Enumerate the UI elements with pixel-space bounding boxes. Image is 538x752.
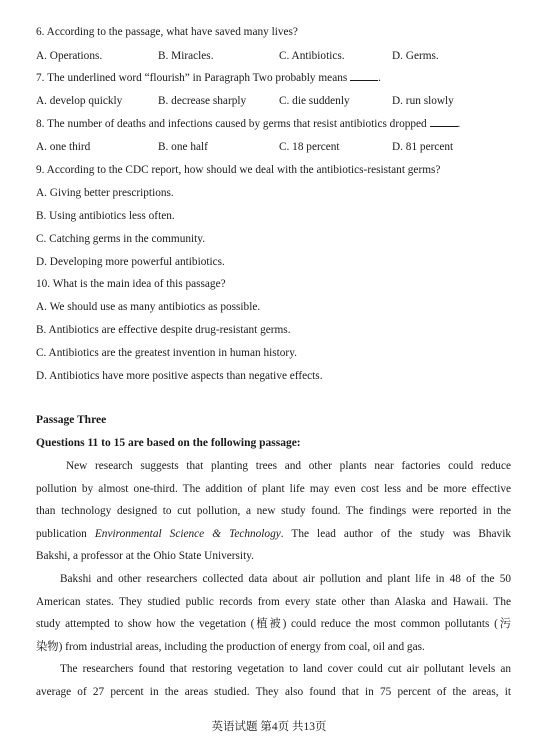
question-10-option-b: B. Antibiotics are effective despite drug-resistant germs.: [36, 324, 291, 336]
passage-paragraph-2: [36, 568, 511, 658]
question-9-option-d: D. Developing more powerful antibiotics.: [36, 256, 225, 268]
paragraph-text: publication: [36, 527, 95, 540]
answer-blank: [350, 72, 378, 81]
question-6-option-a: A. Operations.: [36, 50, 103, 62]
publication-title: Environmental Science & Technology: [94, 527, 281, 540]
passage-title: Passage Three: [36, 414, 107, 426]
paragraph-line: American states. They studied public records from every state other than Alaska and Hawaii. The: [36, 595, 511, 608]
paragraph-line: Bakshi and other researchers collected data about air pollution and plant life in 48 of the 50: [60, 573, 511, 585]
question-9-option-c: C. Catching germs in the community.: [36, 233, 206, 245]
paragraph-line: The researchers found that restoring vegetation to land cover could cut air pollutant levels an: [60, 663, 511, 675]
question-7-option-d: D. run slowly: [392, 95, 454, 107]
paragraph-text: . The lead author of the study was Bhavik: [280, 527, 511, 540]
question-6-option-b: B. Miracles.: [158, 50, 214, 62]
question-9-option-b: B. Using antibiotics less often.: [36, 210, 175, 222]
question-7-option-c: C. die suddenly: [279, 95, 350, 107]
passage-paragraph-3: [36, 658, 511, 703]
paragraph-line: [36, 523, 511, 546]
question-10-option-d: D. Antibiotics have more positive aspects than negative effects.: [36, 370, 323, 382]
question-7-option-b: B. decrease sharply: [158, 95, 247, 107]
question-8-option-d: D. 81 percent: [392, 141, 454, 153]
question-10-option-c: C. Antibiotics are the greatest invention in human history.: [36, 347, 297, 359]
question-7-text: 7. The underlined word “flourish” in Paragraph Two probably means: [36, 72, 348, 84]
question-8-text: 8. The number of deaths and infections caused by germs that resist antibiotics dropped: [36, 118, 427, 130]
question-7-stem: 7. The underlined word “flourish” in Paragraph Two probably means .: [36, 72, 381, 84]
question-8-option-b: B. one half: [158, 141, 208, 153]
paragraph-line: pollution by almost one-third. The addition of plant life may even cost less and be more effective: [36, 482, 511, 495]
paragraph-line: Bakshi, a professor at the Ohio State University.: [36, 550, 254, 563]
question-6-stem: 6. According to the passage, what have saved many lives?: [36, 26, 298, 38]
question-8-option-c: C. 18 percent: [279, 141, 340, 153]
question-10-stem: 10. What is the main idea of this passage?: [36, 278, 226, 290]
question-6-option-c: C. Antibiotics.: [279, 50, 345, 62]
question-6-option-d: D. Germs.: [392, 50, 439, 62]
question-8-option-a: A. one third: [36, 141, 91, 153]
passage-instruction: Questions 11 to 15 are based on the following passage:: [36, 437, 301, 449]
page-footer: 英语试题 第4页 共13页: [211, 721, 327, 733]
paragraph-line: average of 27 percent in the areas studied. They also found that in 75 percent of the areas, it: [36, 685, 511, 698]
question-9-stem: 9. According to the CDC report, how should we deal with the antibiotics-resistant germs?: [36, 164, 441, 176]
paragraph-line: 染物) from industrial areas, including the production of energy from coal, oil and gas.: [36, 640, 425, 653]
passage-paragraph-1: [36, 455, 511, 568]
question-8-stem: 8. The number of deaths and infections caused by germs that resist antibiotics dropped .: [36, 118, 461, 130]
paragraph-line: than technology designed to cut pollution, a new study found. The findings were reported in the: [36, 505, 511, 518]
question-7-option-a: A. develop quickly: [36, 95, 123, 107]
paragraph-line: New research suggests that planting trees and other plants near factories could reduce: [66, 460, 511, 472]
question-9-option-a: A. Giving better prescriptions.: [36, 187, 174, 199]
paragraph-line: study attempted to show how the vegetation (植被) could reduce the most common pollutants (污: [36, 618, 511, 631]
answer-blank: [430, 118, 458, 127]
question-10-option-a: A. We should use as many antibiotics as possible.: [36, 301, 261, 313]
